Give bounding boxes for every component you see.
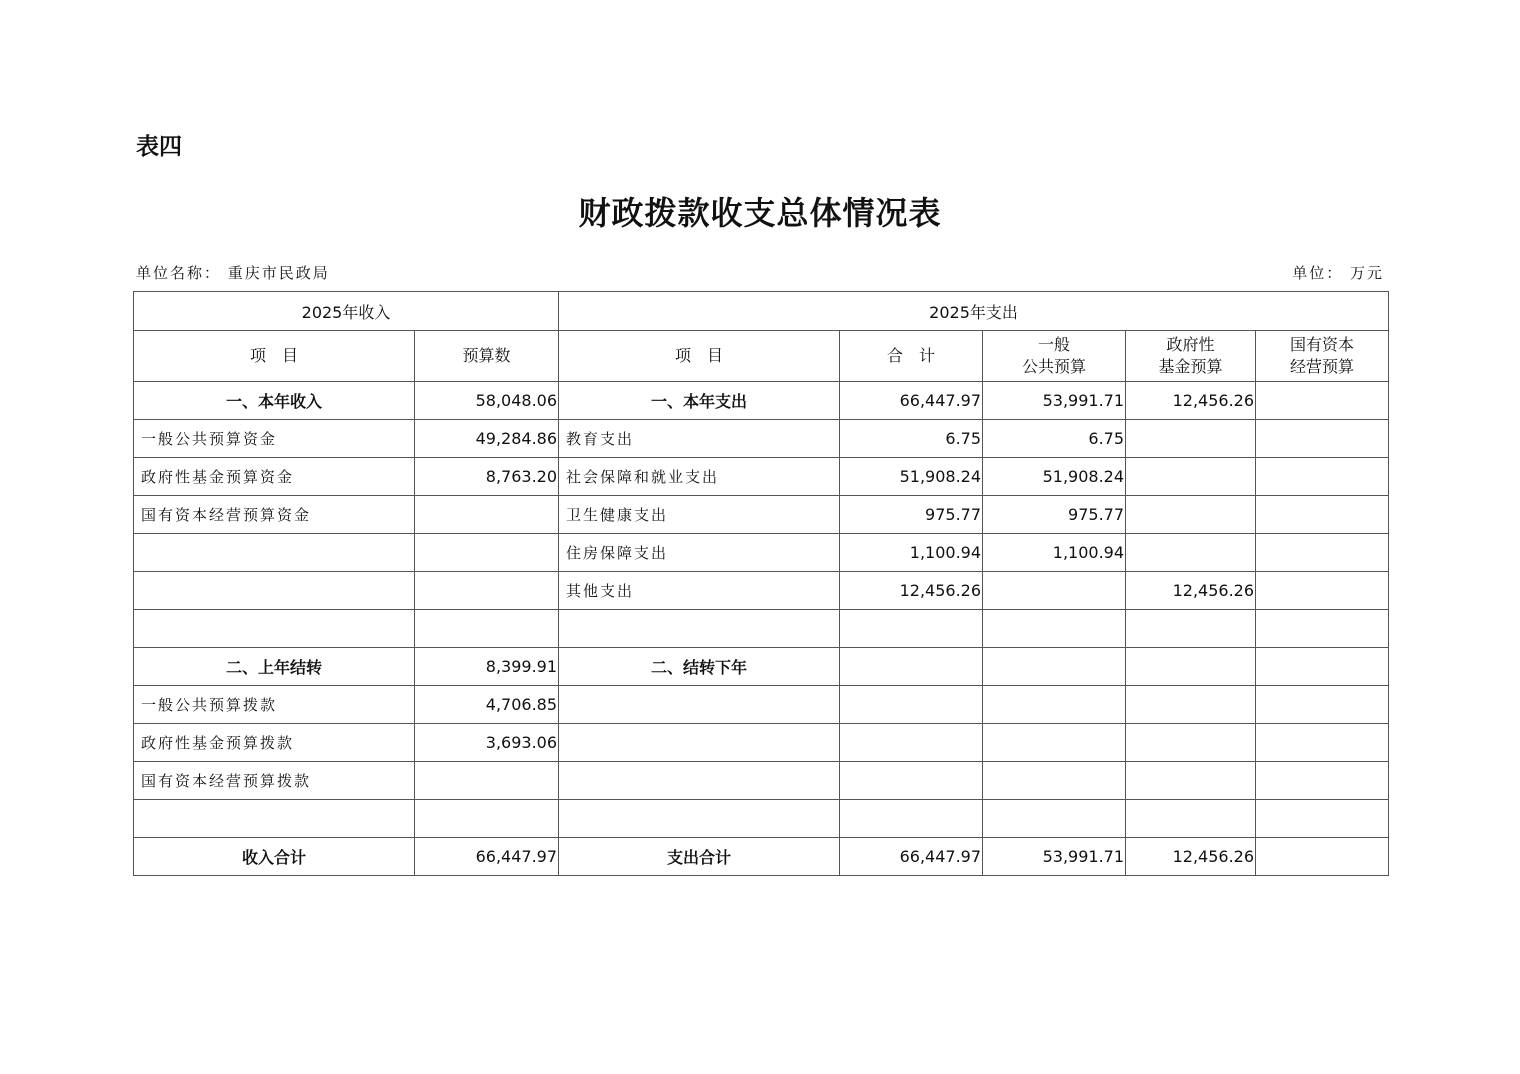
general-budget-cell: 6.75 bbox=[983, 420, 1126, 458]
col-general-budget bbox=[983, 331, 1126, 382]
header-row-top bbox=[134, 292, 1389, 331]
fund-budget-cell bbox=[1126, 610, 1256, 648]
income-amount-cell: 4,706.85 bbox=[415, 686, 559, 724]
state-capital-cell bbox=[1256, 458, 1389, 496]
state-capital-cell bbox=[1256, 648, 1389, 686]
general-budget-cell bbox=[983, 686, 1126, 724]
expense-item-cell: 二、结转下年 bbox=[559, 648, 840, 686]
total-cell: 12,456.26 bbox=[840, 572, 983, 610]
total-cell: 975.77 bbox=[840, 496, 983, 534]
general-budget-cell bbox=[983, 724, 1126, 762]
expense-header: 2025年支出 bbox=[559, 292, 1389, 331]
general-budget-cell bbox=[983, 648, 1126, 686]
expense-item-cell: 支出合计 bbox=[559, 838, 840, 876]
income-item-cell bbox=[134, 800, 415, 838]
fund-budget-cell bbox=[1126, 762, 1256, 800]
state-capital-cell bbox=[1256, 762, 1389, 800]
col-expense-item: 项 目 bbox=[559, 331, 840, 382]
expense-item-cell: 卫生健康支出 bbox=[559, 496, 840, 534]
general-budget-cell: 53,991.71 bbox=[983, 382, 1126, 420]
income-amount-cell: 49,284.86 bbox=[415, 420, 559, 458]
income-amount-cell: 58,048.06 bbox=[415, 382, 559, 420]
income-amount-cell bbox=[415, 610, 559, 648]
total-cell: 51,908.24 bbox=[840, 458, 983, 496]
col-fund-line1: 政府性 bbox=[1166, 335, 1215, 354]
fund-budget-cell bbox=[1126, 458, 1256, 496]
document-title: 财政拨款收支总体情况表 bbox=[578, 194, 942, 232]
state-capital-cell bbox=[1256, 838, 1389, 876]
income-amount-cell bbox=[415, 572, 559, 610]
table-row bbox=[134, 534, 1389, 572]
income-item-cell bbox=[134, 572, 415, 610]
state-capital-cell bbox=[1256, 382, 1389, 420]
table-row bbox=[134, 648, 1389, 686]
state-capital-cell bbox=[1256, 800, 1389, 838]
table-row bbox=[134, 686, 1389, 724]
general-budget-cell: 51,908.24 bbox=[983, 458, 1126, 496]
state-capital-cell bbox=[1256, 610, 1389, 648]
table-row bbox=[134, 458, 1389, 496]
expense-item-cell bbox=[559, 686, 840, 724]
expense-item-cell bbox=[559, 762, 840, 800]
income-amount-cell: 8,399.91 bbox=[415, 648, 559, 686]
expense-item-cell bbox=[559, 800, 840, 838]
expense-item-cell: 其他支出 bbox=[559, 572, 840, 610]
total-cell: 1,100.94 bbox=[840, 534, 983, 572]
fund-budget-cell bbox=[1126, 686, 1256, 724]
state-capital-cell bbox=[1256, 686, 1389, 724]
fund-budget-cell bbox=[1126, 420, 1256, 458]
budget-table bbox=[133, 291, 1389, 876]
expense-item-cell: 一、本年支出 bbox=[559, 382, 840, 420]
col-fund-line2: 基金预算 bbox=[1158, 357, 1223, 376]
general-budget-cell bbox=[983, 800, 1126, 838]
income-amount-cell bbox=[415, 762, 559, 800]
expense-item-cell: 住房保障支出 bbox=[559, 534, 840, 572]
fund-budget-cell: 12,456.26 bbox=[1126, 572, 1256, 610]
general-budget-cell: 1,100.94 bbox=[983, 534, 1126, 572]
unit-name: 单位名称： 重庆市民政局 bbox=[136, 264, 330, 282]
table-row bbox=[134, 838, 1389, 876]
income-item-cell: 国有资本经营预算拨款 bbox=[134, 762, 415, 800]
expense-item-cell bbox=[559, 724, 840, 762]
fund-budget-cell bbox=[1126, 534, 1256, 572]
income-amount-cell bbox=[415, 800, 559, 838]
general-budget-cell bbox=[983, 572, 1126, 610]
fund-budget-cell bbox=[1126, 800, 1256, 838]
income-item-cell: 政府性基金预算资金 bbox=[134, 458, 415, 496]
total-cell bbox=[840, 762, 983, 800]
table-row bbox=[134, 800, 1389, 838]
fund-budget-cell bbox=[1126, 724, 1256, 762]
state-capital-cell bbox=[1256, 496, 1389, 534]
fund-budget-cell bbox=[1126, 496, 1256, 534]
col-general-line2: 公共预算 bbox=[1022, 357, 1087, 376]
total-cell bbox=[840, 686, 983, 724]
general-budget-cell bbox=[983, 762, 1126, 800]
total-cell bbox=[840, 648, 983, 686]
table-row bbox=[134, 762, 1389, 800]
col-total: 合 计 bbox=[840, 331, 983, 382]
total-cell: 6.75 bbox=[840, 420, 983, 458]
col-income-item: 项 目 bbox=[134, 331, 415, 382]
col-state-line1: 国有资本 bbox=[1290, 335, 1355, 354]
table-row bbox=[134, 420, 1389, 458]
general-budget-cell: 53,991.71 bbox=[983, 838, 1126, 876]
income-item-cell: 收入合计 bbox=[134, 838, 415, 876]
unit-of-measure: 单位： 万元 bbox=[1292, 264, 1384, 282]
state-capital-cell bbox=[1256, 572, 1389, 610]
total-cell bbox=[840, 724, 983, 762]
income-item-cell bbox=[134, 610, 415, 648]
income-item-cell: 一般公共预算拨款 bbox=[134, 686, 415, 724]
total-cell bbox=[840, 800, 983, 838]
header-row-columns bbox=[134, 331, 1389, 382]
income-amount-cell: 3,693.06 bbox=[415, 724, 559, 762]
col-fund-budget bbox=[1126, 331, 1256, 382]
table-row bbox=[134, 382, 1389, 420]
income-amount-cell bbox=[415, 534, 559, 572]
table-row bbox=[134, 724, 1389, 762]
state-capital-cell bbox=[1256, 724, 1389, 762]
income-amount-cell: 8,763.20 bbox=[415, 458, 559, 496]
income-header: 2025年收入 bbox=[134, 292, 559, 331]
expense-item-cell: 社会保障和就业支出 bbox=[559, 458, 840, 496]
total-cell: 66,447.97 bbox=[840, 382, 983, 420]
income-amount-cell: 66,447.97 bbox=[415, 838, 559, 876]
income-item-cell: 国有资本经营预算资金 bbox=[134, 496, 415, 534]
state-capital-cell bbox=[1256, 534, 1389, 572]
state-capital-cell bbox=[1256, 420, 1389, 458]
fund-budget-cell: 12,456.26 bbox=[1126, 838, 1256, 876]
table-row bbox=[134, 496, 1389, 534]
col-general-line1: 一般 bbox=[1038, 335, 1071, 354]
income-item-cell: 一般公共预算资金 bbox=[134, 420, 415, 458]
col-state-capital-budget bbox=[1256, 331, 1389, 382]
income-amount-cell bbox=[415, 496, 559, 534]
total-cell: 66,447.97 bbox=[840, 838, 983, 876]
expense-item-cell bbox=[559, 610, 840, 648]
income-item-cell: 一、本年收入 bbox=[134, 382, 415, 420]
table-label: 表四 bbox=[136, 134, 182, 160]
income-item-cell bbox=[134, 534, 415, 572]
general-budget-cell: 975.77 bbox=[983, 496, 1126, 534]
col-state-line2: 经营预算 bbox=[1290, 357, 1355, 376]
total-cell bbox=[840, 610, 983, 648]
fund-budget-cell: 12,456.26 bbox=[1126, 382, 1256, 420]
expense-item-cell: 教育支出 bbox=[559, 420, 840, 458]
income-item-cell: 二、上年结转 bbox=[134, 648, 415, 686]
table-row bbox=[134, 610, 1389, 648]
table-row bbox=[134, 572, 1389, 610]
income-item-cell: 政府性基金预算拨款 bbox=[134, 724, 415, 762]
general-budget-cell bbox=[983, 610, 1126, 648]
col-income-budget: 预算数 bbox=[415, 331, 559, 382]
fund-budget-cell bbox=[1126, 648, 1256, 686]
